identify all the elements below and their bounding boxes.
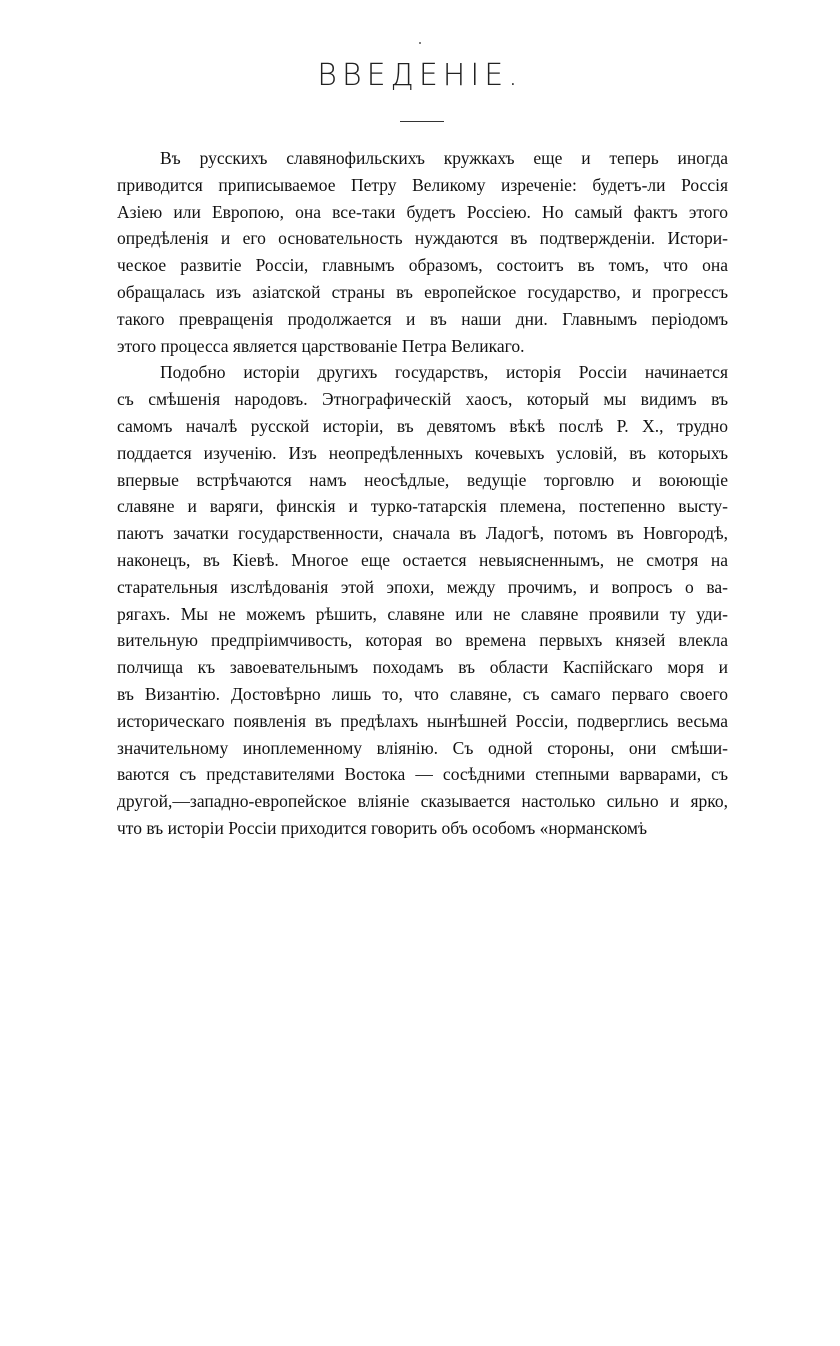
text-line: приводится приписываемое Петру Великому изреченіе: будетъ-ли Россія (117, 174, 728, 195)
body-text (117, 145, 728, 842)
paragraph-2 (117, 359, 728, 841)
text-line: Азіею или Европою, она все-таки будетъ Россіею. Но самый фактъ этого (117, 201, 728, 222)
text-line: Подобно исторіи другихъ государствъ, исторія Россіи начинается (160, 362, 728, 383)
paragraph-1 (117, 145, 728, 359)
text-line: полчища къ завоевательнымъ походамъ въ области Каспійскаго моря и (117, 657, 728, 678)
text-line: самомъ началѣ русской исторіи, въ девятомъ вѣкѣ послѣ Р. Х., трудно (117, 415, 728, 436)
text-line: ческое развитіе Россіи, главнымъ образомъ, состоитъ въ томъ, что она (117, 255, 728, 276)
text-line: что въ исторіи Россіи приходится говорить объ особомъ «норманскомъ (117, 817, 648, 838)
text-line: славяне и варяги, финскія и турко-татарскія племена, постепенно высту- (117, 496, 728, 517)
text-line: ваются съ представителями Востока — сосѣдними степными варварами, съ (117, 764, 728, 785)
chapter-title: ВВЕДЕНІЕ. (317, 58, 523, 93)
text-line: другой,—западно-европейское вліяніе сказывается настолько сильно и ярко, (117, 791, 728, 812)
text-line: вительную предпріимчивость, которая во времена первыхъ князей влекла (117, 630, 728, 651)
text-line: опредѣленія и его основательность нуждаются въ подтвержденіи. Истори- (117, 228, 728, 249)
scan-speck (419, 42, 421, 44)
title-divider (400, 121, 444, 122)
text-line: паютъ зачатки государственности, сначала въ Ладогѣ, потомъ въ Новгородѣ, (117, 523, 728, 544)
text-line: впервые встрѣчаются намъ неосѣдлые, ведущіе торговлю и воюющіе (117, 469, 728, 490)
text-line: старательныя изслѣдованія этой эпохи, между прочимъ, и вопросъ о ва- (117, 576, 728, 597)
text-line: значительному иноплеменному вліянію. Съ одной стороны, они смѣши- (117, 737, 728, 758)
text-line: такого превращенія продолжается и въ наши дни. Главнымъ періодомъ (117, 308, 728, 329)
text-line: поддается изученію. Изъ неопредѣленныхъ кочевыхъ условій, въ которыхъ (117, 442, 728, 463)
text-line: рягахъ. Мы не можемъ рѣшить, славяне или не славяне проявили ту уди- (117, 603, 728, 624)
text-line: въ Византію. Достовѣрно лишь то, что славяне, съ самаго перваго своего (117, 683, 728, 704)
text-line: Въ русскихъ славянофильскихъ кружкахъ еще и теперь иногда (160, 148, 728, 168)
text-line: этого процесса является царствованіе Петра Великаго. (117, 335, 525, 356)
text-line: обращалась изъ азіатской страны въ европейское государство, и прогрессъ (117, 281, 728, 302)
text-line: наконецъ, въ Кіевѣ. Многое еще остается невыясненнымъ, не смотря на (117, 549, 728, 570)
text-line: съ смѣшенія народовъ. Этнографическій хаосъ, который мы видимъ въ (117, 389, 728, 410)
text-line: историческаго появленія въ предѣлахъ нынѣшней Россіи, подверглись весьма (117, 710, 728, 731)
